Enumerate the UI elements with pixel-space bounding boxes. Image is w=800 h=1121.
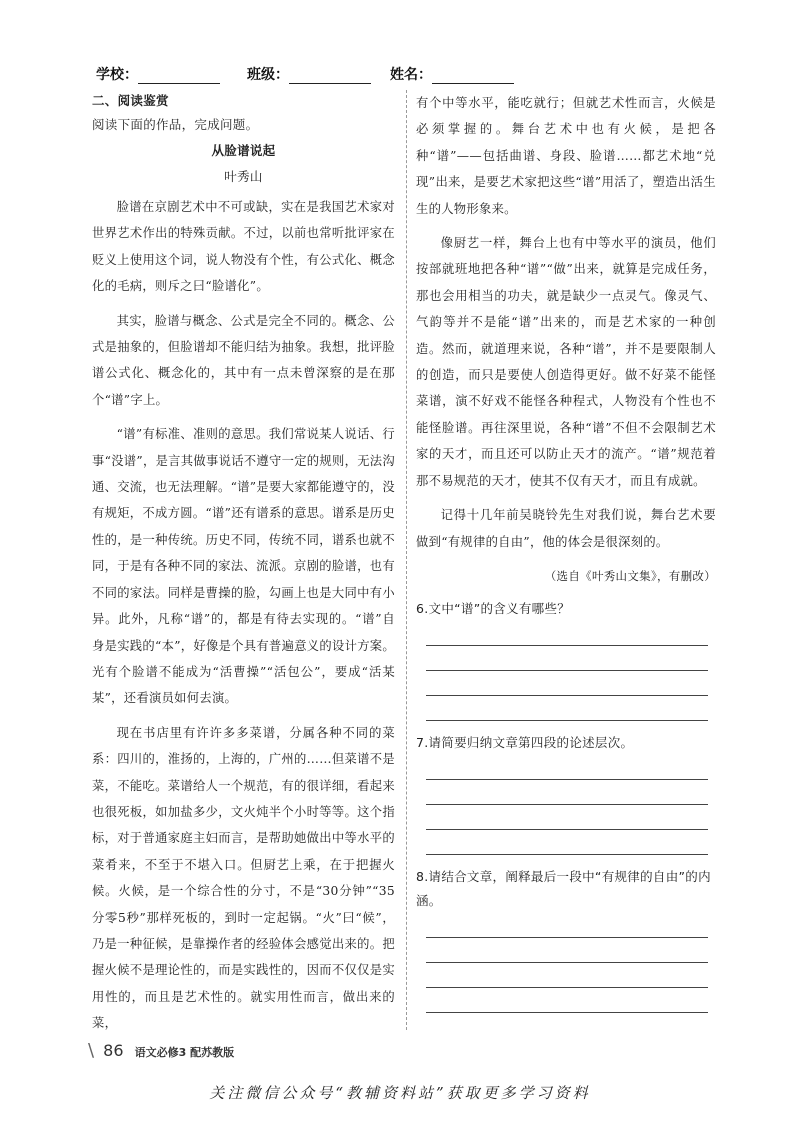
article-source: （选自《叶秀山文集》，有删改） <box>544 568 716 583</box>
answer-lines-8 <box>426 913 708 1013</box>
class-label: 班级： <box>247 67 289 83</box>
page-footer <box>88 1040 234 1061</box>
school-label: 学校： <box>96 67 138 83</box>
answer-line[interactable] <box>426 913 708 938</box>
school-field <box>96 64 220 84</box>
paragraph-1: 脸谱在京剧艺术中不可或缺，实在是我国艺术家对世界艺术作出的特殊贡献。不过，以前也常听批评家在贬义上使用这个词，说人物没有个性，有公式化、概念化的毛病，则斥之曰“脸谱化”。 <box>92 200 395 294</box>
answer-line[interactable] <box>426 988 708 1013</box>
paragraph-4: 现在书店里有许许多多菜谱，分属各种不同的菜系：四川的，淮扬的，上海的，广州的……但菜谱不是菜，不能吃。菜谱给人一个规范，有的很详细，看起来也很死板，如加盐多少，文火炖半个小时等等。这个指标，对于普通家庭主妇而言，是帮助她做出中等水平的菜肴来，不至于不堪入口。但厨艺上乘，在于把握火候。火候，是一个综合性的分寸，不是“30分钟”“35分零5秒”那样死板的，到时一定起锅。“火”曰“候”，乃是一种征候，是靠操作者的经验体会感觉出来的。把握火候不是理论性的，而是实践性的，因而不仅仅是实用性的，而且是艺术性的。就实用性而言，做出来的菜， <box>92 725 395 1031</box>
article-title: 从脸谱说起 <box>211 143 276 158</box>
footer-slash-icon: \ <box>88 1040 95 1061</box>
answer-line[interactable] <box>426 938 708 963</box>
instruction: 阅读下面的作品，完成问题。 <box>92 117 259 132</box>
paragraph-5: 像厨艺一样，舞台上也有中等水平的演员，他们按部就班地把各种“谱”“做”出来，就算是完成任务，那也会用相当的功夫，就是缺少一点灵气。像灵气、气韵等并不是能“谱”出来的，而是艺术家的一种创造。然而，就道理来说，各种“谱”，并不是要限制人的创造，而只是要使人创造得更好。做不好菜不能怪菜谱，演不好戏不能怪各种程式，人物没有个性也不能怪脸谱。再往深里说，各种“谱”不但不会限制艺术家的天才，而且还可以防止天才的流产。“谱”规范着那不易规范的天才，使其不仅有天才，而且有成就。 <box>416 236 716 488</box>
answer-lines-6 <box>426 621 708 721</box>
name-field <box>390 64 514 84</box>
page-number: 86 <box>103 1041 124 1060</box>
answer-line[interactable] <box>426 621 708 646</box>
answer-line[interactable] <box>426 671 708 696</box>
column-divider <box>406 90 407 1030</box>
class-field <box>247 64 371 84</box>
question-7: 7.请简要归纳文章第四段的论述层次。 <box>416 735 634 751</box>
section-title: 二、阅读鉴赏 <box>92 93 169 108</box>
paragraph-4-continued: 有个中等水平，能吃就行；但就艺术性而言，火候是必须掌握的。舞台艺术中也有火候，是把各种“谱”——包括曲谱、身段、脸谱……都艺术地“兑现”出来，是要艺术家把这些“谱”用活了，塑造出活生生的人物形象来。 <box>416 96 716 216</box>
class-blank <box>289 69 371 84</box>
answer-line[interactable] <box>426 696 708 721</box>
name-blank <box>432 69 514 84</box>
question-6: 6.文中“谱”的含义有哪些？ <box>416 601 571 617</box>
paragraph-2: 其实，脸谱与概念、公式是完全不同的。概念、公式是抽象的，但脸谱却不能归结为抽象。我想，批评脸谱公式化、概念化的，其中有一点未曾深察的是在那个“谱”字上。 <box>92 313 395 407</box>
article-author: 叶秀山 <box>224 169 263 184</box>
answer-line[interactable] <box>426 646 708 671</box>
school-blank <box>138 69 220 84</box>
question-8: 8.请结合文章，阐释最后一段中“有规律的自由”的内涵。 <box>416 869 711 909</box>
answer-line[interactable] <box>426 830 708 855</box>
answer-lines-7 <box>426 755 708 855</box>
right-column <box>416 90 716 1013</box>
answer-line[interactable] <box>426 805 708 830</box>
answer-line[interactable] <box>426 780 708 805</box>
left-column <box>92 90 395 1045</box>
answer-line[interactable] <box>426 963 708 988</box>
paragraph-6: 记得十几年前吴晓铃先生对我们说，舞台艺术要做到“有规律的自由”，他的体会是很深刻的。 <box>416 508 716 549</box>
book-label: 语文必修3 配苏教版 <box>134 1046 235 1059</box>
paragraph-3: “谱”有标准、准则的意思。我们常说某人说话、行事“没谱”，是言其做事说话不遵守一定的规则，无法沟通、交流，也无法理解。“谱”是要大家都能遵守的，没有规矩，不成方圆。“谱”还有谱系的意思。谱系是历史性的，是一种传统。历史不同，传统不同，谱系也就不同，于是有各种不同的家法、流派。京剧的脸谱，也有不同的家法。同样是曹操的脸，勾画上也是大同中有小异。此外，凡称“谱”的，都是有待去实现的。“谱”自身是实践的“本”，好像是个具有普遍意义的设计方案。光有个脸谱不能成为“活曹操”“活包公”，要成“活某某”，还看演员如何去演。 <box>92 427 395 706</box>
bottom-note: 关注微信公众号“教辅资料站”获取更多学习资料 <box>209 1084 591 1102</box>
name-label: 姓名： <box>390 67 432 83</box>
answer-line[interactable] <box>426 755 708 780</box>
